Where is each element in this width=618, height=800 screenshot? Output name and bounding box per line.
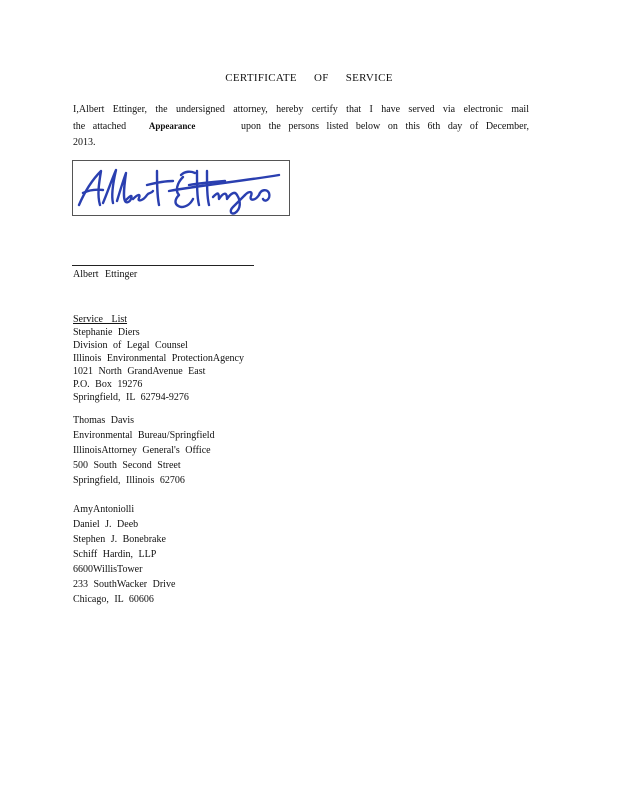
recipient-line: 500 South Second Street	[73, 460, 181, 471]
signer-name: Albert Ettinger	[73, 269, 138, 280]
document-type-bold: Appearance	[148, 121, 196, 131]
certification-line-2-prefix: the attached	[73, 121, 127, 132]
recipient-line: IllinoisAttorney General's Office	[73, 445, 211, 456]
certification-line-2	[73, 118, 529, 151]
recipient-line: Schiff Hardin, LLP	[73, 549, 157, 560]
service-list-heading: Service List	[73, 314, 128, 325]
recipient-line: Illinois Environmental ProtectionAgency	[73, 353, 244, 364]
certification-line-1: I,Albert Ettinger, the undersigned attorney, hereby certify that I have served via electronic mail	[73, 104, 529, 115]
signature-box	[72, 160, 290, 216]
service-list-block-1	[73, 313, 244, 404]
recipient-line: 233 SouthWacker Drive	[73, 579, 176, 590]
recipient-line: Thomas Davis	[73, 415, 135, 426]
recipient-line: Environmental Bureau/Springfield	[73, 430, 215, 441]
recipient-line: Chicago, IL 60606	[73, 594, 154, 605]
signature-line	[72, 265, 254, 266]
recipient-line: Division of Legal Counsel	[73, 340, 188, 351]
certification-line-2-suffix: upon the persons listed below on this 6th day of December, 2013.	[73, 121, 530, 148]
recipient-line: Springfield, Illinois 62706	[73, 475, 185, 486]
service-list-block-3	[73, 502, 175, 607]
recipient-line: P.O. Box 19276	[73, 379, 143, 390]
certification-paragraph	[73, 102, 529, 151]
document-title: CERTIFICATE OF SERVICE	[225, 72, 393, 84]
recipient-line: Daniel J. Deeb	[73, 519, 139, 530]
recipient-line: Stephen J. Bonebrake	[73, 534, 166, 545]
recipient-line: AmyAntoniolli	[73, 504, 135, 515]
recipient-line: Springfield, IL 62794-9276	[73, 392, 189, 403]
recipient-line: 6600WillisTower	[73, 564, 143, 575]
handwritten-signature-image	[73, 161, 290, 216]
recipient-line: 1021 North GrandAvenue East	[73, 366, 206, 377]
recipient-line: Stephanie Diers	[73, 327, 140, 338]
service-list-block-2	[73, 413, 215, 488]
